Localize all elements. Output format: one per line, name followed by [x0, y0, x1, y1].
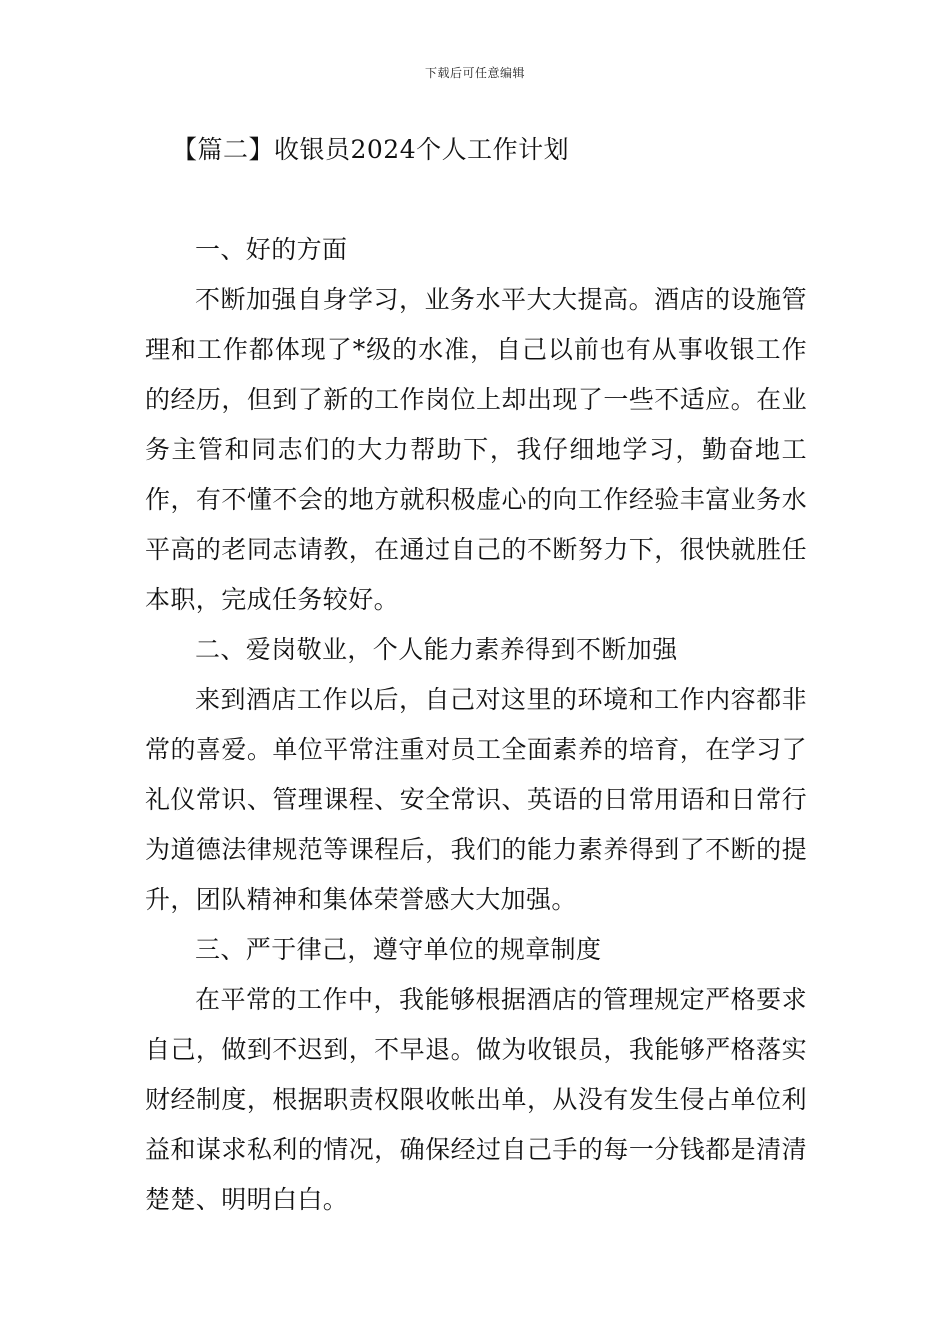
section-heading-1: 一、好的方面	[195, 235, 348, 264]
section-paragraph-1: 不断加强自身学习，业务水平大大提高。酒店的设施管理和工作都体现了*级的水准，自己以前也有从事收银工作的经历，但到了新的工作岗位上却出现了一些不适应。在业务主管和同志们的大力帮助下，我仔细地学习，勤奋地工作，有不懂不会的地方就积极虚心的向工作经验丰富业务水平高的老同志请教，在通过自己的不断努力下，很快就胜任本职，完成任务较好。	[145, 285, 807, 614]
section-paragraph-3: 在平常的工作中，我能够根据酒店的管理规定严格要求自己，做到不迟到，不早退。做为收银员，我能够严格落实财经制度，根据职责权限收帐出单，从没有发生侵占单位利益和谋求私利的情况，确保经过自己手的每一分钱都是清清楚楚、明明白白。	[145, 985, 807, 1214]
header-note: 下载后可任意编辑	[424, 66, 525, 80]
document-title: 【篇二】收银员2024个人工作计划	[172, 135, 570, 164]
section-heading-3: 三、严于律己，遵守单位的规章制度	[195, 935, 602, 964]
section-heading-2: 二、爱岗敬业，个人能力素养得到不断加强	[195, 635, 678, 664]
document-body	[145, 225, 807, 1225]
section-paragraph-2: 来到酒店工作以后，自己对这里的环境和工作内容都非常的喜爱。单位平常注重对员工全面素养的培育，在学习了礼仪常识、管理课程、安全常识、英语的日常用语和日常行为道德法律规范等课程后，我们的能力素养得到了不断的提升，团队精神和集体荣誉感大大加强。	[145, 685, 807, 914]
